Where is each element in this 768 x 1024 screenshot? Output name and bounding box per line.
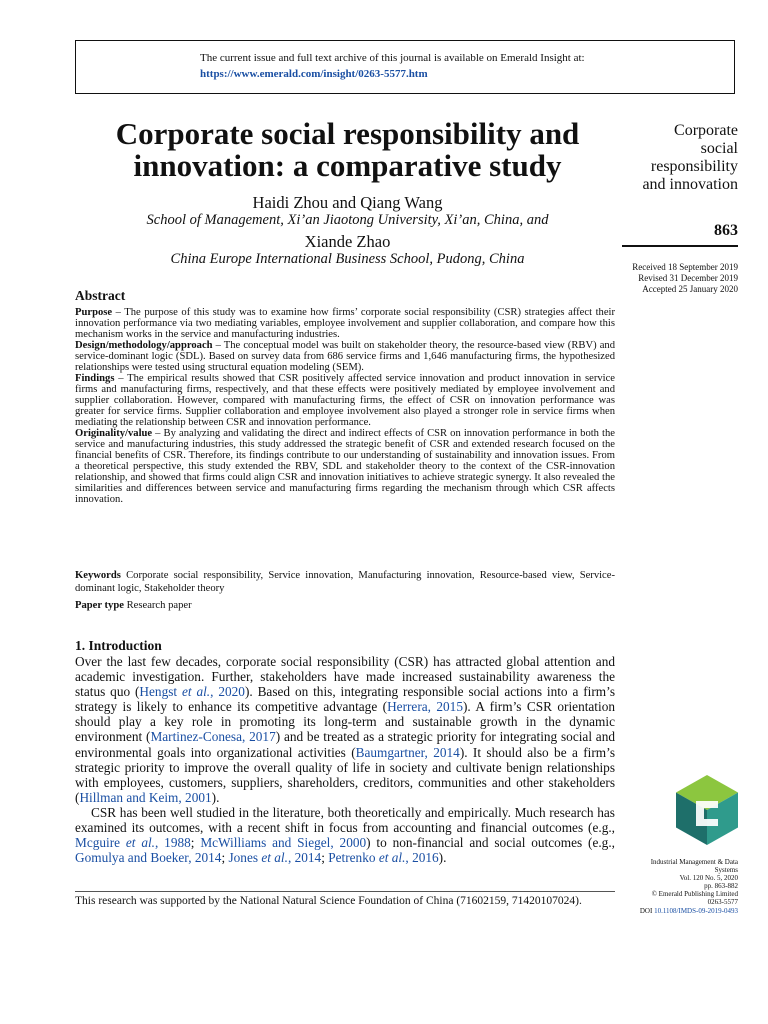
abstract-originality [75,428,615,505]
abstract-label: Purpose [75,307,113,318]
abstract-text: – The empirical results showed that CSR positively affected service innovation and product innovation in service firms and manufacturing firms, respectively, and that these effects were positively mediated by employee involvement and supplier collaboration. However, compared with manufacturing firms, the effect of CSR on innovation performance was greater for service firms. Supplier collaboration and employee involvement also played a stronger role in service firms when mediating the relationship between CSR and innovation performance. [75,373,615,428]
paragraph-text: ). A firm’s CSR orientation should play a key role in promoting its long-term and sustainable growth in the dynamic environment ( [75,699,615,745]
introduction-body [75,654,615,865]
abstract-findings [75,373,615,428]
citation-link[interactable]: et al. [181,684,211,700]
journal-info-line: Systems [714,866,738,875]
page-number-rule [622,245,738,247]
paragraph-text: ; [221,850,229,866]
running-title [608,122,738,194]
revised-date: Revised 31 December 2019 [638,273,738,283]
accepted-date: Accepted 25 January 2020 [642,284,738,294]
journal-info-line: © Emerald Publishing Limited [651,890,738,899]
abstract-text: – By analyzing and validating the direct and indirect effects of CSR on innovation performance in both the service and manufacturing industries, this study addressed the strategic benefit of CSR and extended research focused on the financial benefits of CSR. Therefore, its findings contribute to our understanding of sustainability and innovation issues. From a theoretical perspective, this study extended the RBV, SDL and stakeholder theory to the context of the CSR-innovation relationship, and showed that firms could align CSR and innovation initiatives to achieve strategic synergy. It also revealed the similarities and differences between service and manufacturing firms regarding the mechanism through which CSR affects innovation. [75,428,615,505]
citation-link[interactable]: , 2014 [287,850,322,866]
affiliation-2: China Europe International Business School, Pudong, China [170,251,525,267]
paragraph-text: ) and be treated as a strategic priority for integrating social and environmental goals into organizational activities ( [75,729,615,760]
footnote-rule [75,891,615,892]
introduction-paragraph-1 [75,654,615,805]
citation-link[interactable]: et al. [378,850,406,866]
paper-title: Corporate social responsibility and innovation: a comparative study [115,116,580,183]
paragraph-text: ; [321,850,329,866]
keywords-label: Keywords [75,570,121,581]
paper-type-text: Research paper [123,600,192,611]
citation-link[interactable]: Jones [228,850,262,866]
citation-link[interactable]: Herrera, 2015 [387,699,463,715]
running-title-line: Corporate [674,122,738,139]
emerald-publishing-logo-icon [676,775,738,845]
citation-link[interactable]: McWilliams and Siegel, 2000 [200,835,367,851]
abstract-label: Originality/value [75,428,153,439]
running-title-line: and innovation [642,176,738,193]
paragraph-text: ). [211,789,220,805]
introduction-paragraph-2 [75,805,615,865]
citation-link[interactable]: Hillman and Keim, 2001 [79,789,212,805]
paragraph-text: Over the last few decades, corporate social responsibility (CSR) has attracted global attention and academic investigation. Further, stakeholders have made increased sustainability awareness the status quo ( [75,654,615,700]
doi-prefix: DOI [639,906,655,915]
authors-line-2: Xiande Zhao [304,232,391,251]
citation-link[interactable]: Baumgartner, 2014 [355,744,460,760]
abstract-body [75,307,615,505]
running-title-line: social [700,140,738,157]
paragraph-text: CSR has been well studied in the literature, both theoretically and empirically. Much research has examined its outcomes, with a recent shift in focus from accounting and financial outcomes (e.g., [75,804,615,836]
citation-link[interactable]: , 2016 [405,850,439,866]
citation-link[interactable]: et al. [125,835,155,851]
introduction-heading: 1. Introduction [75,638,162,653]
journal-info-line: pp. 863-882 [704,882,738,891]
citation-link[interactable]: , 1988 [155,835,191,851]
keywords-text: Corporate social responsibility, Service innovation, Manufacturing innovation, Resource-based view, Service-dominant logic, Stakeholder theory [75,570,615,594]
page-number: 863 [714,222,738,239]
abstract-text: – The purpose of this study was to examine how firms’ corporate social responsibility (CSR) strategies affect their innovation performance via two mediating variables, employee involvement and supplier collaboration, and compare how this mechanism works in the service and manufacturing industries. [75,307,615,340]
paper-type-label: Paper type [75,600,124,611]
paragraph-text: ) to non-financial and social outcomes (e.g., [366,835,615,851]
received-date: Received 18 September 2019 [632,262,738,272]
journal-url-link[interactable]: https://www.emerald.com/insight/0263-5577.htm [200,68,428,80]
running-title-line: responsibility [650,158,738,175]
citation-link[interactable]: Martinez-Conesa, 2017 [150,729,276,745]
doi-line [608,907,738,915]
keywords [75,569,615,595]
affiliation-1: School of Management, Xi’an Jiaotong University, Xi’an, China, and [146,212,549,228]
abstract-design [75,340,615,373]
abstract-heading: Abstract [75,288,126,303]
citation-link[interactable]: Hengst [139,684,182,700]
citation-link[interactable]: et al. [261,850,288,866]
citation-link[interactable]: Mcguire [75,835,126,851]
doi-link[interactable]: 10.1108/IMDS-09-2019-0493 [654,906,738,915]
abstract-purpose [75,307,615,340]
abstract-label: Design/methodology/approach [75,340,213,351]
journal-info-line: Industrial Management & Data [650,858,738,866]
abstract-label: Findings [75,373,115,384]
citation-link[interactable]: , 2020 [210,684,245,700]
paragraph-text: ). Based on this, integrating responsible social actions into a firm’s strategy is likely to enhance its competitive advantage ( [75,684,615,715]
journal-info-line: Vol. 120 No. 5, 2020 [679,874,738,883]
authors-line-1: Haidi Zhou and Qiang Wang [252,193,443,212]
paragraph-text: ). It should also be a firm’s strategic priority to improve the overall quality of life in society and cultivate benign relationships with employees, customers, suppliers, shareholders, creditors, communities and other stakeholders ( [75,744,615,805]
paragraph-text: ). [438,850,447,866]
citation-link[interactable]: Petrenko [328,850,379,866]
paper-type [75,599,615,612]
submission-dates [632,262,738,295]
journal-info-line: 0263-5577 [707,898,738,907]
citation-link[interactable]: Gomulya and Boeker, 2014 [75,850,222,866]
funding-footnote: This research was supported by the National Natural Science Foundation of China (71602159, 71420107024). [75,895,582,907]
journal-info [608,858,738,915]
paragraph-text: ; [190,835,201,851]
banner-text: The current issue and full text archive of this journal is available on Emerald Insight at: [200,52,585,64]
journal-archive-banner [75,40,735,94]
abstract-text: – The conceptual model was built on stakeholder theory, the resource-based view (RBV) and service-dominant logic (SDL). Based on survey data from 686 service firms and 1,646 manufacturing firms, the hypothesized relationships were tested using structural equation modeling (SEM). [75,340,615,373]
